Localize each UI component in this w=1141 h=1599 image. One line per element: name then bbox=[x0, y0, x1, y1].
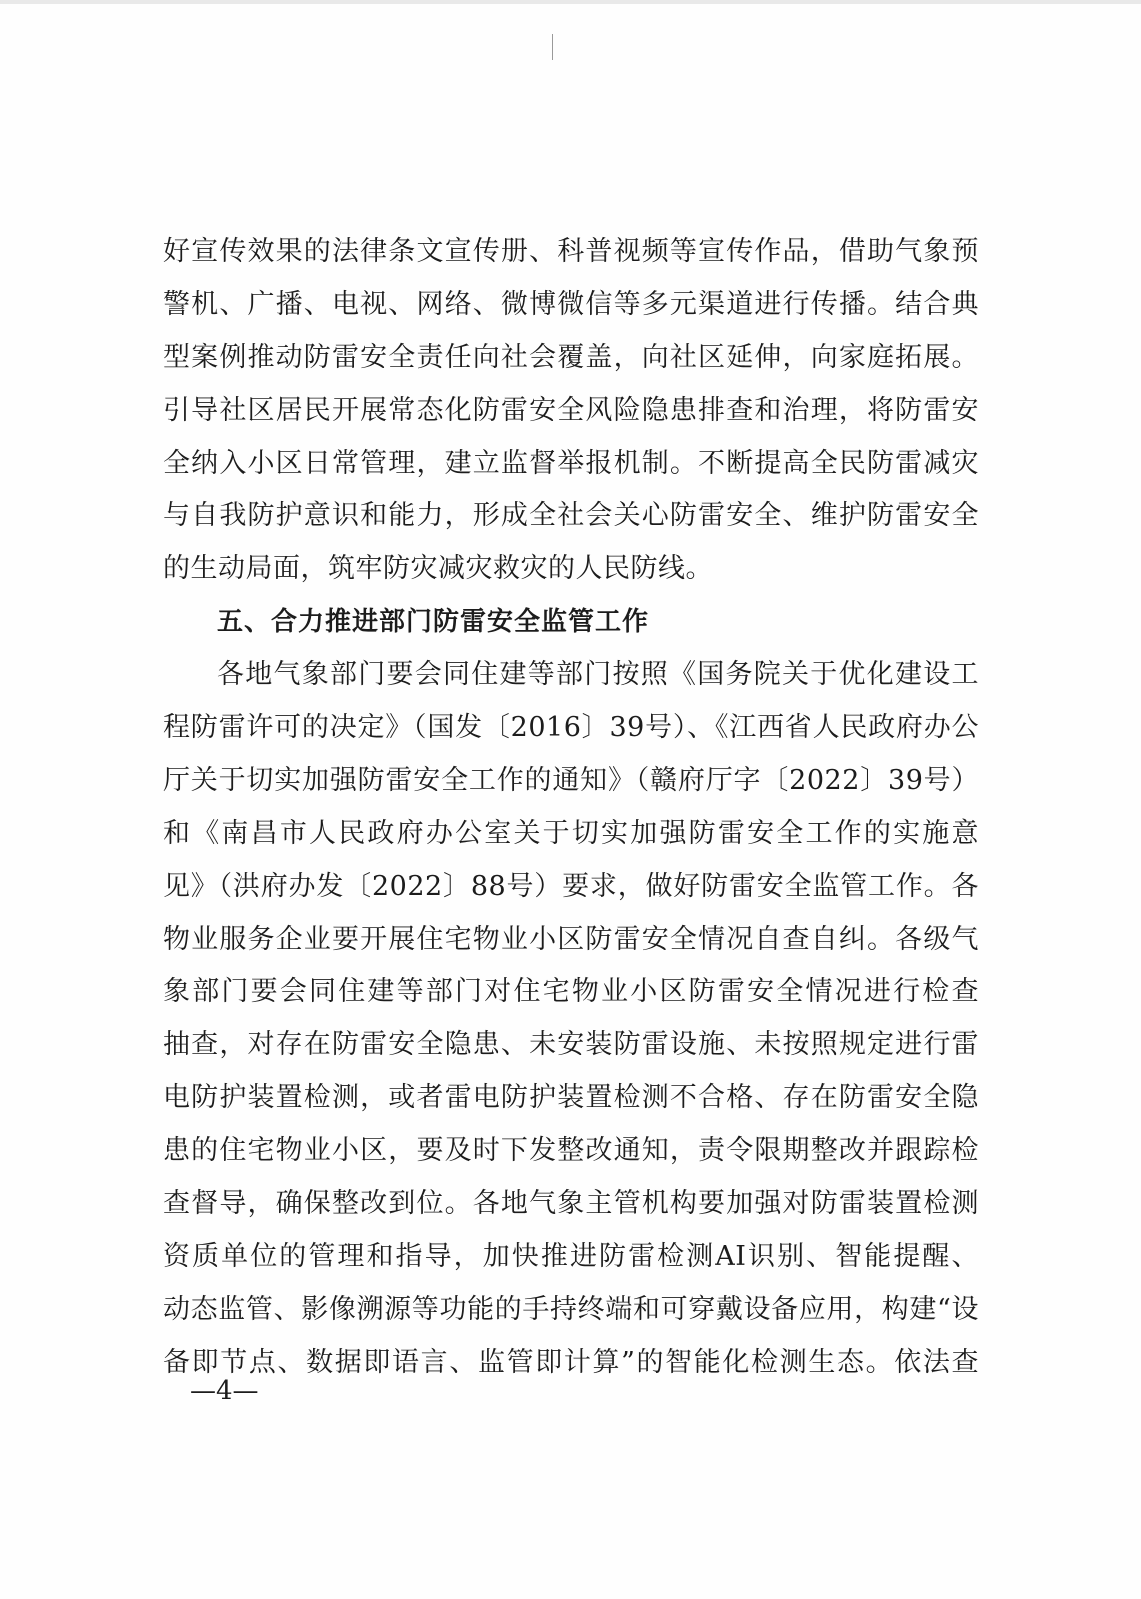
body-text bbox=[163, 226, 979, 1390]
paragraph-line: 电防护装置检测，或者雷电防护装置检测不合格、存在防雷安全隐 bbox=[163, 1082, 979, 1114]
paragraph-line: 好宣传效果的法律条文宣传册、科普视频等宣传作品，借助气象预 bbox=[163, 236, 979, 267]
paragraph-line: 患的住宅物业小区，要及时下发整改通知，责令限期整改并跟踪检 bbox=[163, 1135, 979, 1167]
paragraph-line: 动态监管、影像溯源等功能的手持终端和可穿戴设备应用，构建“设 bbox=[163, 1293, 979, 1325]
paragraph-line: 象部门要会同住建等部门对住宅物业小区防雷安全情况进行检查 bbox=[163, 976, 979, 1008]
paragraph-line: 厅关于切实加强防雷安全工作的通知》（赣府厅字〔2022〕39号） bbox=[163, 764, 979, 796]
paragraph-line: 引导社区居民开展常态化防雷安全风险隐患排查和治理，将防雷安 bbox=[163, 394, 979, 426]
paragraph-line: 资质单位的管理和指导，加快推进防雷检测AI识别、智能提醒、 bbox=[163, 1240, 979, 1272]
paragraph-line: 型案例推动防雷安全责任向社会覆盖，向社区延伸，向家庭拓展。 bbox=[163, 341, 979, 373]
paragraph-line: 全纳入小区日常管理，建立监督举报机制。不断提高全民防雷减灾 bbox=[163, 447, 979, 479]
paragraph-line: 的生动局面，筑牢防灾减灾救灾的人民防线。 bbox=[163, 553, 713, 585]
paragraph-line: 查督导，确保整改到位。各地气象主管机构要加强对防雷装置检测 bbox=[163, 1188, 979, 1220]
paragraph-line: 物业服务企业要开展住宅物业小区防雷安全情况自查自纠。各级气 bbox=[163, 923, 979, 955]
paragraph-line: 和《南昌市人民政府办公室关于切实加强防雷安全工作的实施意 bbox=[163, 817, 979, 849]
page-number: —4— bbox=[190, 1376, 259, 1406]
section-heading: 五、合力推进部门防雷安全监管工作 bbox=[217, 607, 650, 638]
paragraph-line: 见》（洪府办发〔2022〕88号）要求，做好防雷安全监管工作。各 bbox=[163, 870, 979, 902]
paragraph-line: 与自我防护意识和能力，形成全社会关心防雷安全、维护防雷安全 bbox=[163, 500, 979, 532]
binding-mark bbox=[552, 34, 553, 60]
paragraph-line: 备即节点、数据即语言、监管即计算”的智能化检测生态。依法查 bbox=[163, 1346, 979, 1378]
paragraph-line: 抽查，对存在防雷安全隐患、未安装防雷设施、未按照规定进行雷 bbox=[163, 1029, 979, 1061]
scan-top-edge bbox=[0, 0, 1141, 4]
paragraph-line: 各地气象部门要会同住建等部门按照《国务院关于优化建设工 bbox=[217, 659, 979, 691]
paragraph-line: 警机、广播、电视、网络、微博微信等多元渠道进行传播。结合典 bbox=[163, 288, 979, 320]
paragraph-line: 程防雷许可的决定》（国发〔2016〕39号）、《江西省人民政府办公 bbox=[163, 712, 979, 744]
